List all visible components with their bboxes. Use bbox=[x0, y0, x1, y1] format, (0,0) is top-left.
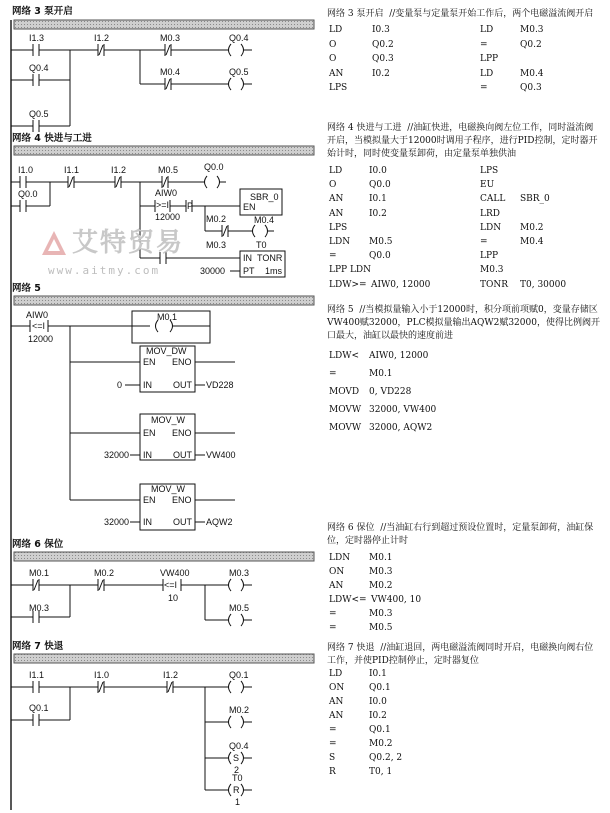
il-opcode: S bbox=[329, 753, 336, 763]
network-5-title: 网络 5 bbox=[12, 283, 41, 294]
il-opcode: AN bbox=[329, 697, 344, 707]
il-opcode: MOVW bbox=[329, 405, 362, 415]
coil-count: 2 bbox=[234, 765, 240, 775]
il-operand: Q0.2 bbox=[520, 39, 542, 50]
il-opcode: R bbox=[329, 767, 336, 777]
block-title: MOV_W bbox=[151, 484, 186, 494]
output-address: AQW2 bbox=[206, 517, 233, 527]
il-operand: I0.1 bbox=[369, 194, 387, 205]
il-opcode: ON bbox=[329, 683, 345, 693]
compare-op: >=I bbox=[156, 200, 170, 210]
contact-label: Q0.0 bbox=[18, 189, 38, 199]
il-opcode: LDN bbox=[329, 553, 351, 563]
il-opcode: = bbox=[480, 83, 488, 93]
coil-label: M0.3 bbox=[229, 568, 250, 578]
watermark-url: www.aitmy.com bbox=[48, 264, 161, 277]
il-operand: I0.1 bbox=[369, 669, 387, 679]
contact-label: I1.0 bbox=[18, 165, 34, 175]
il-opcode: O bbox=[329, 39, 337, 50]
box-pin: IN bbox=[143, 517, 152, 527]
network-5-bar bbox=[14, 296, 314, 305]
logo-icon bbox=[40, 229, 68, 257]
contact-label: I1.1 bbox=[29, 670, 45, 680]
il-opcode: = bbox=[329, 739, 337, 749]
compare-value: 10 bbox=[168, 593, 179, 603]
watermark bbox=[40, 222, 184, 278]
contact-label: M0.1 bbox=[29, 568, 50, 578]
il-operand: I0.3 bbox=[372, 25, 390, 35]
il-opcode: = bbox=[329, 609, 337, 619]
il-opcode: LDW<= bbox=[329, 595, 367, 605]
il-opcode: LD bbox=[329, 166, 343, 176]
network-3-comment: 网络 3 泵开启 //变量泵与定量泵开始工作后，两个电磁溢流阀开启 bbox=[327, 9, 594, 19]
il-opcode: AN bbox=[329, 194, 344, 205]
il-operand: M0.5 bbox=[369, 623, 393, 633]
il-opcode: = bbox=[329, 251, 337, 262]
compare-value: 12000 bbox=[155, 212, 181, 222]
compare-label: AIW0 bbox=[26, 310, 49, 320]
compare-label: VW400 bbox=[160, 568, 190, 578]
il-operand: Q0.0 bbox=[369, 251, 391, 262]
il-opcode: LPS bbox=[329, 83, 348, 93]
network-7-notes bbox=[327, 642, 602, 668]
il-opcode: LDN bbox=[329, 237, 351, 247]
box-pin: IN bbox=[143, 380, 152, 390]
il-operand: 0, VD228 bbox=[369, 387, 412, 397]
il-operand: SBR_0 bbox=[520, 194, 550, 205]
network-4-notes bbox=[327, 122, 602, 161]
il-operand: M0.3 bbox=[520, 25, 544, 35]
il-opcode: = bbox=[480, 39, 488, 50]
input-value: 0 bbox=[117, 380, 123, 390]
il-operand: AIW0, 12000 bbox=[371, 279, 431, 290]
network-7-comment: 网络 7 快退 //油缸退回，两电磁溢流阀同时开启，电磁换向阀右位工作，并使PID控制停止，定时器复位 bbox=[327, 643, 594, 666]
il-opcode: = bbox=[329, 369, 337, 379]
il-operand: I0.2 bbox=[369, 711, 387, 721]
il-opcode: LPP bbox=[480, 54, 499, 64]
coil-type: R bbox=[233, 785, 240, 795]
il-operand: Q0.3 bbox=[372, 54, 394, 64]
il-operand: Q0.2, 2 bbox=[369, 753, 403, 763]
compare-value: 12000 bbox=[28, 334, 54, 344]
timer-label: T0 bbox=[256, 240, 267, 250]
contact-label: I1.0 bbox=[94, 670, 110, 680]
coil-count: 1 bbox=[235, 797, 241, 807]
coil-label: Q0.1 bbox=[229, 670, 249, 680]
il-operand: Q0.3 bbox=[520, 83, 542, 93]
il-opcode: LPP bbox=[480, 251, 499, 262]
input-value: 32000 bbox=[104, 517, 130, 527]
network-6-bar bbox=[14, 552, 314, 561]
il-operand: M0.1 bbox=[369, 553, 393, 563]
coil-label: Q0.5 bbox=[229, 67, 249, 77]
il-operand: AIW0, 12000 bbox=[369, 351, 429, 361]
il-operand: M0.2 bbox=[369, 739, 393, 749]
box-pin: IN bbox=[143, 450, 152, 460]
contact-label: I1.3 bbox=[29, 33, 45, 43]
contact-label: M0.2 bbox=[94, 568, 115, 578]
coil-label: T0 bbox=[232, 773, 243, 783]
network-6-notes bbox=[327, 522, 602, 548]
contact-label: I1.1 bbox=[64, 165, 80, 175]
il-operand: 32000, VW400 bbox=[369, 405, 437, 415]
box-pin: EN bbox=[243, 202, 256, 212]
box-pin: EN bbox=[143, 428, 156, 438]
il-operand: Q0.1 bbox=[369, 683, 391, 693]
contact-label: M0.3 bbox=[160, 33, 181, 43]
preset-value: 30000 bbox=[200, 266, 226, 276]
network-6-comment: 网络 6 保位 //当油缸右行到超过预设位置时，定量泵卸荷，油缸保位，定时器停止计时 bbox=[327, 523, 594, 546]
compare-op: <=I bbox=[164, 580, 178, 590]
il-operand: M0.4 bbox=[520, 68, 544, 79]
box-pin: ENO bbox=[172, 428, 192, 438]
coil-label: Q0.4 bbox=[229, 33, 249, 43]
il-operand: M0.3 bbox=[369, 609, 393, 619]
il-opcode: LDW< bbox=[329, 351, 359, 361]
box-pin: OUT bbox=[173, 517, 192, 527]
coil-type: S bbox=[233, 753, 240, 763]
il-opcode: AN bbox=[329, 581, 344, 591]
network-5-comment: 网络 5 //当模拟量输入小于12000时，积分项前项赋0，变量存储区VW400赋32000，PLC模拟量输出AQW2赋32000，使得比例阀开口最大，油缸以最快的速度前进 bbox=[327, 305, 600, 341]
network-3-bar bbox=[14, 20, 314, 29]
il-operand: M0.4 bbox=[520, 237, 544, 247]
il-operand: M0.2 bbox=[369, 581, 393, 591]
box-pin: ENO bbox=[172, 357, 192, 367]
network-6-title: 网络 6 保位 bbox=[12, 539, 64, 550]
il-opcode: = bbox=[329, 725, 337, 735]
il-operand: T0, 1 bbox=[369, 767, 393, 777]
edge-label: P bbox=[187, 201, 194, 211]
coil-label: Q0.0 bbox=[204, 162, 224, 172]
network-7-bar bbox=[14, 654, 314, 663]
il-operand: M0.1 bbox=[369, 369, 393, 379]
il-operand: I0.2 bbox=[372, 68, 390, 79]
il-opcode: LRD bbox=[480, 208, 500, 219]
box-pin: PT bbox=[243, 266, 255, 276]
time-base: 1ms bbox=[265, 266, 283, 276]
il-operand: Q0.1 bbox=[369, 725, 391, 735]
subroutine-label: SBR_0 bbox=[250, 192, 279, 202]
il-operand: I0.0 bbox=[369, 166, 387, 176]
il-opcode: TONR bbox=[480, 279, 509, 290]
contact-label: M0.3 bbox=[206, 240, 227, 250]
output-address: VW400 bbox=[206, 450, 236, 460]
network-3-title: 网络 3 泵开启 bbox=[12, 6, 73, 17]
il-opcode: O bbox=[329, 180, 337, 191]
network-7-title: 网络 7 快退 bbox=[12, 641, 64, 652]
il-opcode: LD bbox=[329, 25, 343, 35]
il-opcode: MOVW bbox=[329, 423, 362, 433]
il-opcode: AN bbox=[329, 711, 344, 721]
compare-label: AIW0 bbox=[155, 188, 178, 198]
network-4-bar bbox=[14, 146, 314, 155]
network-3-notes bbox=[327, 8, 602, 21]
il-operand: M0.5 bbox=[369, 237, 393, 247]
contact-label: Q0.1 bbox=[29, 703, 49, 713]
il-opcode: LD bbox=[480, 25, 494, 35]
contact-label: M0.3 bbox=[29, 603, 50, 613]
il-operand: M0.2 bbox=[520, 222, 544, 233]
il-operand: M0.3 bbox=[369, 567, 393, 577]
contact-label: I1.2 bbox=[94, 33, 110, 43]
contact-label: I1.2 bbox=[111, 165, 127, 175]
il-opcode: AN bbox=[329, 208, 344, 219]
input-value: 32000 bbox=[104, 450, 130, 460]
coil-label: M0.5 bbox=[229, 603, 250, 613]
il-opcode: CALL bbox=[480, 194, 506, 205]
contact-label: M0.5 bbox=[158, 165, 179, 175]
il-operand: Q0.0 bbox=[369, 180, 391, 191]
box-pin: EN bbox=[143, 495, 156, 505]
box-pin: IN bbox=[243, 253, 252, 263]
il-opcode: LDW>= bbox=[329, 279, 367, 290]
il-opcode: MOVD bbox=[329, 387, 360, 397]
block-title: MOV_DW bbox=[146, 346, 187, 356]
il-operand: VW400, 10 bbox=[371, 595, 422, 605]
il-opcode: M0.3 bbox=[480, 265, 504, 276]
box-pin: OUT bbox=[173, 450, 192, 460]
watermark-brand: 艾特贸易 bbox=[72, 228, 185, 258]
coil-label: Q0.4 bbox=[229, 741, 249, 751]
il-opcode: = bbox=[329, 623, 337, 633]
coil-label: M0.1 bbox=[157, 312, 178, 322]
il-opcode: EU bbox=[480, 180, 495, 191]
il-opcode: ON bbox=[329, 567, 345, 577]
box-pin: ENO bbox=[172, 495, 192, 505]
contact-label: M0.2 bbox=[206, 214, 227, 224]
il-operand: I0.0 bbox=[369, 697, 387, 707]
il-opcode: LPS bbox=[329, 222, 348, 233]
il-operand: Q0.2 bbox=[372, 39, 394, 50]
network-4-title: 网络 4 快进与工进 bbox=[12, 133, 92, 144]
il-operand: 32000, AQW2 bbox=[369, 423, 433, 433]
il-opcode: LD bbox=[480, 68, 494, 79]
il-operand: T0, 30000 bbox=[520, 279, 567, 290]
box-pin: OUT bbox=[173, 380, 192, 390]
network-5-notes bbox=[327, 304, 602, 343]
network-4-comment: 网络 4 快进与工进 //油缸快进，电磁换向阀左位工作，同时溢流阀开启，当模拟量大于12000时调用子程序，进行PID控制，定时器开始计时，同时使变量泵卸荷，由定量泵单独供油 bbox=[327, 123, 598, 159]
timer-type: TONR bbox=[257, 253, 283, 263]
output-address: VD228 bbox=[206, 380, 234, 390]
contact-label: I1.2 bbox=[163, 670, 179, 680]
contact-label: M0.4 bbox=[160, 67, 181, 77]
contact-label: Q0.4 bbox=[29, 63, 49, 73]
block-title: MOV_W bbox=[151, 415, 186, 425]
il-opcode: LPP LDN bbox=[329, 265, 372, 276]
il-opcode: LPS bbox=[480, 166, 499, 176]
coil-label: M0.4 bbox=[254, 215, 275, 225]
compare-op: <=I bbox=[32, 321, 46, 331]
il-operand: I0.2 bbox=[369, 208, 387, 219]
il-opcode: O bbox=[329, 54, 337, 64]
contact-label: Q0.5 bbox=[29, 109, 49, 119]
il-opcode: LD bbox=[329, 669, 343, 679]
il-opcode: AN bbox=[329, 68, 344, 79]
il-opcode: = bbox=[480, 237, 488, 247]
box-pin: EN bbox=[143, 357, 156, 367]
il-opcode: LDN bbox=[480, 222, 502, 233]
coil-label: M0.2 bbox=[229, 705, 250, 715]
